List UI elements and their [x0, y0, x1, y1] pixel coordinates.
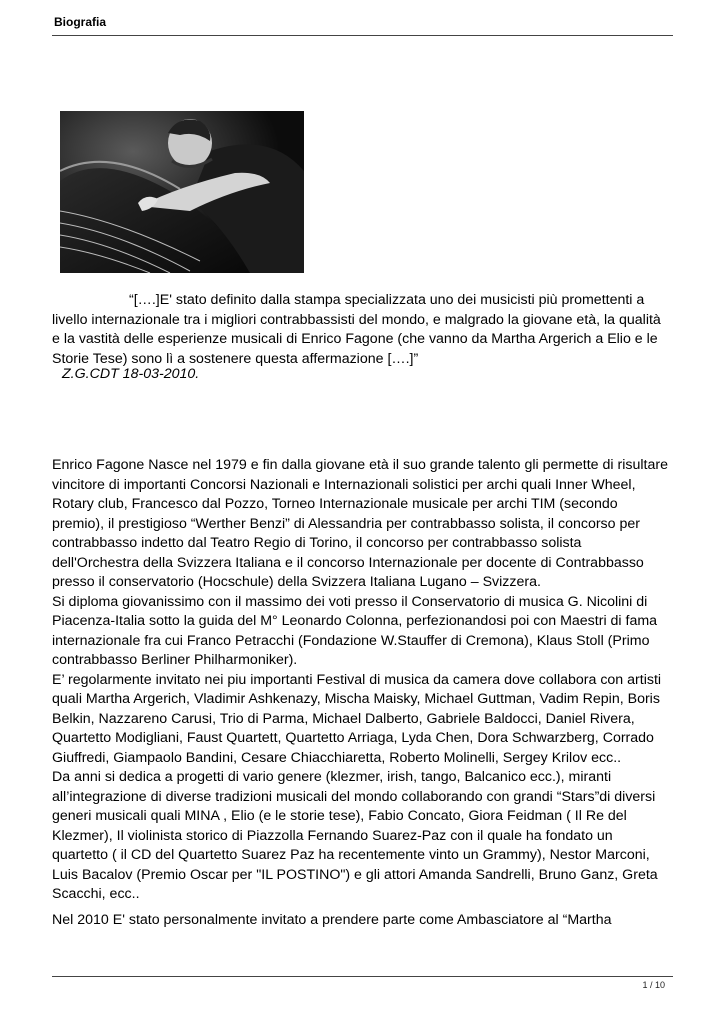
bio-paragraph: E’ regolarmente invitato nei piu importanti Festival di musica da camera dove collabora con artisti quali Martha Argerich, Vladimir Ashkenazy, Mischa Maisky, Michael Guttman, Vadim Repin, Boris Belkin, Nazzareno Carusi, Trio di Parma, Michael Dalberto, Gabriele Baldocci, Daniel Rivera, Quartetto Modigliani, Faust Quartett, Quartetto Arriaga, Lyda Chen, Dora Schwarzberg, Corrado Giuffredi, Giampaolo Bandini, Cesare Chiacchiaretta, Roberto Molinelli, Sergey Krilov ecc.. [52, 671, 662, 766]
quote-signature: Z.G.CDT 18-03-2010. [62, 366, 200, 382]
biography-body [52, 456, 672, 905]
bio-paragraph: Si diploma giovanissimo con il massimo dei voti presso il Conservatorio di musica G. Nicolini di Piacenza-Italia sotto la guida del M° Leonardo Colonna, perfezionandosi poi con Maestri di fama internazionale fra cui Franco Petracchi (Fondazione W.Stauffer di Cremona), Klaus Stoll (Primo contrabbasso Berliner Philharmoniker). [52, 593, 658, 668]
footer-divider [52, 976, 673, 977]
document-header-title: Biografia [54, 15, 107, 29]
bio-closing-line: Nel 2010 E' stato personalmente invitato a prendere parte come Ambasciatore al “Martha [52, 912, 612, 928]
header-divider [52, 35, 673, 36]
bio-paragraph: Enrico Fagone Nasce nel 1979 e fin dalla giovane età il suo grande talento gli permette di risultare vincitore di importanti Concorsi Nazionali e Internazionali solistici per archi quali Inner Wheel, Rotary club, Francesco dal Pozzo, Torneo Internazionale musicale per archi TIM (secondo premio), il prestigioso “Werther Benzi” di Alessandria per contrabbasso solista, il concorso per contrabbasso indetto dal Teatro Regio di Torino, il concorso per contrabbasso solista dell'Orchestra della Svizzera Italiana e il concorso Internazionale per docente di Contrabbasso presso il conservatorio (Hocschule) della Svizzera Italiana Lugano – Svizzera. [52, 457, 668, 590]
musician-photo [60, 111, 304, 273]
bio-paragraph: Da anni si dedica a progetti di vario genere (klezmer, irish, tango, Balcanico ecc.), miranti all’integrazione di diverse tradizioni musicali del mondo collaborando con grandi “Stars”di diversi generi musicali quali MINA , Elio (e le storie tese), Fabio Concato, Giora Feidman ( Il Re del Klezmer), Il violinista storico di Piazzolla Fernando Suarez-Paz con il quale ha fondato un quartetto ( il CD del Quartetto Suarez Paz ha recentemente vinto un Grammy), Nestor Marconi, Luis Bacalov (Premio Oscar per "IL POSTINO") e gli attori Amanda Sandrelli, Bruno Ganz, Greta Scacchi, ecc.. [52, 769, 658, 902]
press-quote-text: “[….]E' stato definito dalla stampa specializzata uno dei musicisti più promettenti a livello internazionale tra i migliori contrabbassisti del mondo, e malgrado la giovane età, la qualità e la vastità delle esperienze musicali di Enrico Fagone (che vanno da Martha Argerich a Elio e le Storie Tese) sono lì a sostenere questa affermazione [….]” [52, 292, 661, 367]
page-number: 1 / 10 [642, 980, 665, 990]
press-quote [52, 291, 672, 369]
